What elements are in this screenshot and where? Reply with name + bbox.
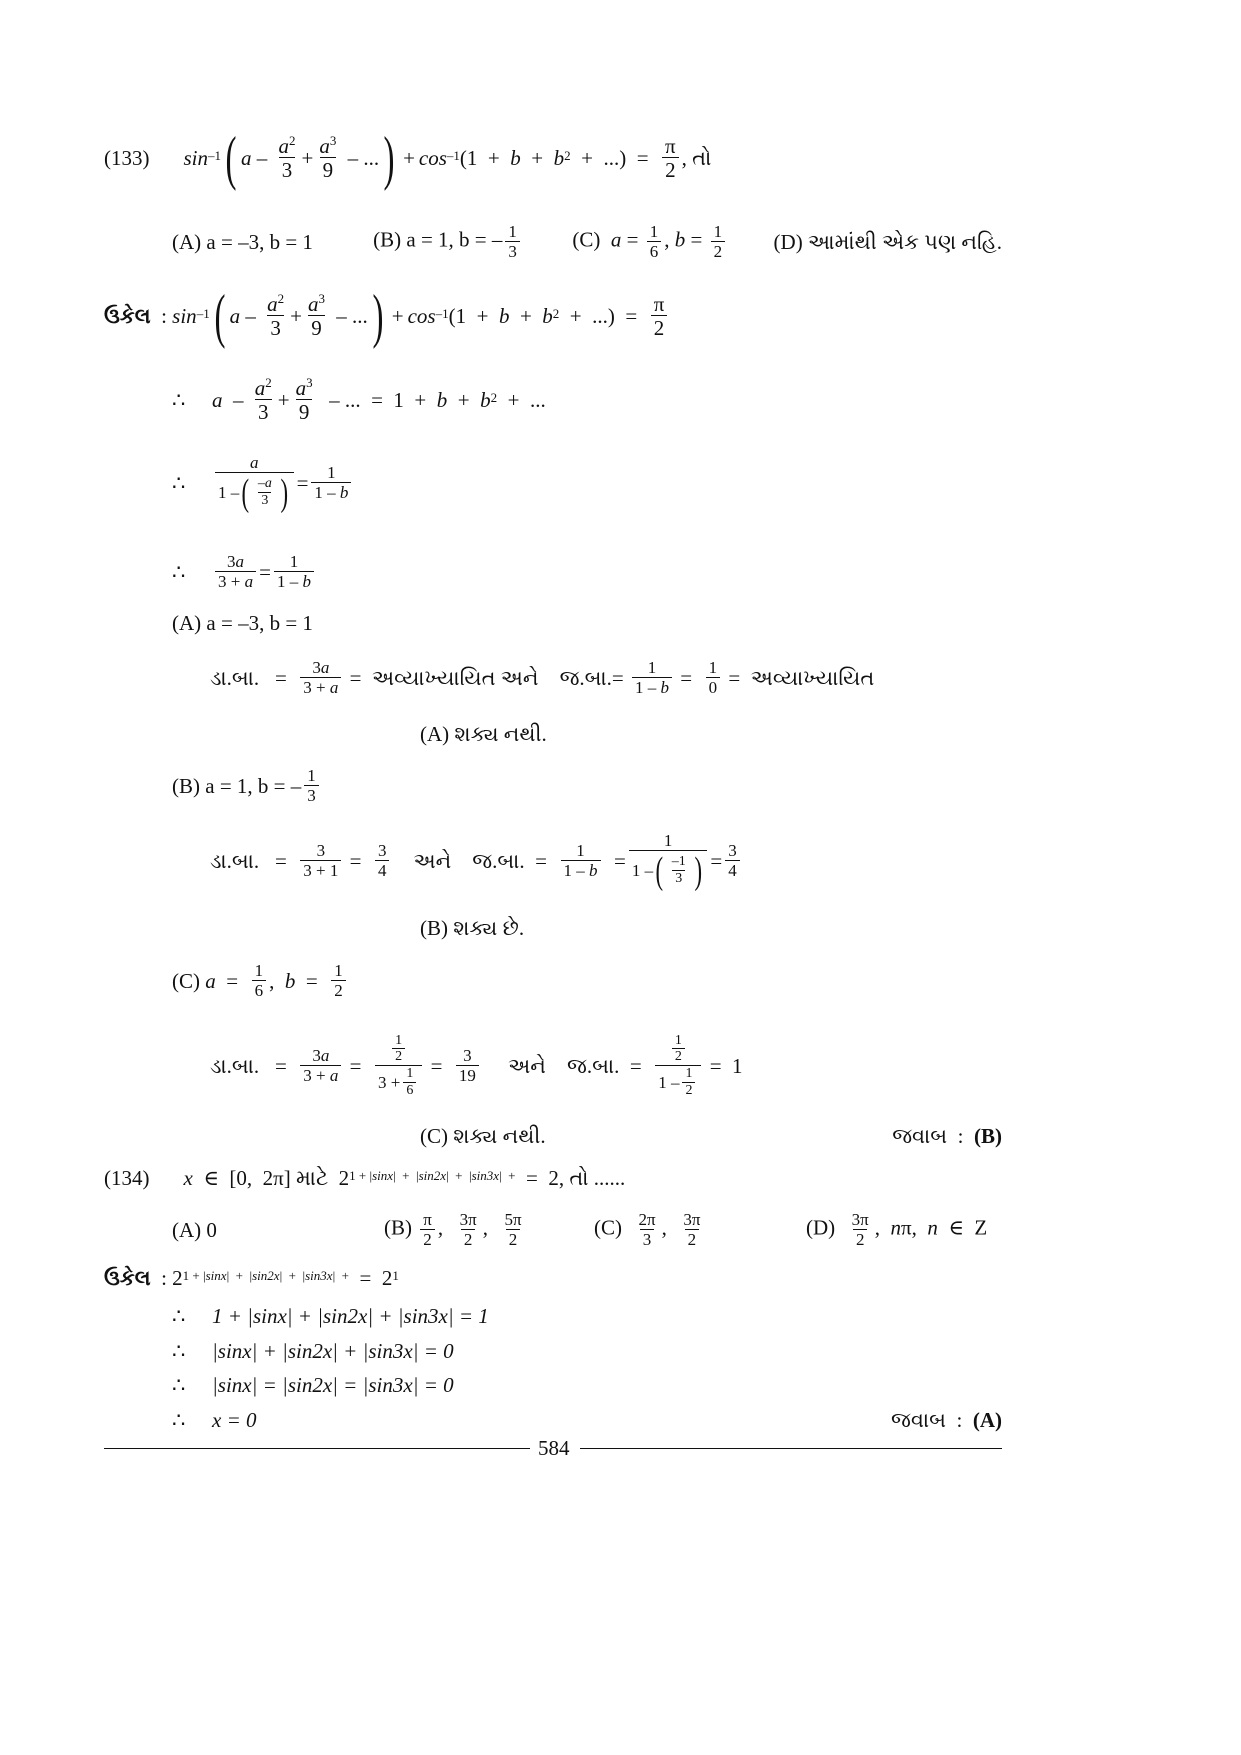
- q133-case-b-check: ડા.બા. = 3 3 + 1 = 3 4 અને જ.બા. = 1 1 – b = 1 1 – ( –1 3 ) = 3 4: [210, 830, 743, 892]
- q133-case-b-result: (B) શક્ય છે.: [420, 916, 525, 940]
- q133-case-c-result: (C) શક્ય નથી.: [420, 1124, 546, 1148]
- q134-options: [172, 1208, 1002, 1252]
- q133-answer-value: (B): [974, 1124, 1002, 1148]
- q133-statement: (133) sin $^{-1}$ ( a – $a^2$ 3 + $a^3$ 9 – ... ) + cos $^{-1}$ (1 + b + b $^2$ + ...) = π 2 , તો: [104, 125, 712, 191]
- q133-case-b-title: (B) a = 1, b = – 1 3: [172, 766, 322, 806]
- q133-step-1: ∴ a – $a^2$ 3 + $a^3$ 9 – ... = 1 + b + b $^2$ + ...: [172, 374, 546, 425]
- q134-step-2: ∴ |sinx| + |sin2x| + |sin3x| = 0: [172, 1339, 454, 1363]
- q134-step-4: ∴ x = 0: [172, 1408, 257, 1432]
- q133-case-a-result: (A) શક્ય નથી.: [420, 722, 547, 746]
- q133-step-3: ∴ 3a 3 + a = 1 1 – b: [172, 552, 317, 592]
- q133-case-a-check: ડા.બા. = 3a 3 + a = અવ્યાખ્યાયિત અને જ.બા.= $\frac{1}{1 - b}$ = 1 0 = અવ્યાખ્યાયિત: [210, 658, 875, 697]
- q134-step-1: ∴ 1 + |sinx| + |sin2x| + |sin3x| = 1: [172, 1304, 489, 1328]
- q133-option-a: (A) a = –3, b = 1: [172, 229, 313, 254]
- q134-option-c: (C) $\frac{2\pi}{3}$ , $\frac{3\pi}{2}$: [594, 1210, 701, 1249]
- q134-statement: (134) x ∈ [0, 2π] માટે 2 $^{1 + |sinx | + |sin2x | + |sin3x | +}$ = 2, તો ......: [104, 1165, 626, 1190]
- q134-option-d: (D) $\frac{3\pi}{2}$ , nπ, n ∈ Z: [806, 1210, 988, 1249]
- q134-step-3: ∴ |sinx| = |sin2x| = |sin3x| = 0: [172, 1373, 454, 1397]
- q133-options: [172, 222, 1002, 262]
- q133-number: (133): [104, 145, 150, 170]
- page-number: 584: [538, 1436, 570, 1460]
- q133-option-d: (D) આમાંથી એક પણ નહિ.: [773, 229, 1002, 254]
- q134-answer: જવાબ : (A): [891, 1408, 1002, 1432]
- q133-tail: તો: [692, 145, 712, 170]
- q133-case-c-check: ડા.બા. = 3a 3 + a = $\frac{1}{2}$ 3 + 1 6 = 3 19 અને જ.બા. = $\frac{1}{2}$ 1 – 1 2 = 1: [210, 1032, 743, 1098]
- footer-rule-right: [580, 1448, 1002, 1449]
- q133-option-c: (C) a = $\frac{1}{6}$ , b = $\frac{1}{2}$: [572, 223, 773, 261]
- q134-tail: તો ......: [569, 1165, 626, 1190]
- q133-answer: જવાબ : (B): [892, 1124, 1002, 1148]
- q134-option-a: (A) 0: [172, 1217, 217, 1242]
- q133-option-b: (B) a = 1, b = – $\frac{1}{3}$: [373, 223, 572, 261]
- q133-solution-line: ઉકેલ : sin $^{-1}$ ( a – $a^2$ 3 + $a^3$ 9 – ... ) + cos $^{-1}$ (1 + b + b $^2$ + ...) = π 2: [104, 286, 670, 346]
- q133-solution-label: ઉકેલ: [104, 303, 151, 328]
- q133-case-c-title: (C) a = 1 6 , b = 1 2: [172, 960, 349, 1002]
- q134-solution-line: ઉકેલ : 2 $^{1 + |sinx | + |sin2x | + |sin3x | +}$ = 2 $^1$: [104, 1265, 399, 1290]
- q133-step-2: ∴ a 1 – ( –a 3 ) = 1 1 – b: [172, 452, 354, 514]
- q133-case-a-title: (A) a = –3, b = 1: [172, 611, 313, 635]
- q134-option-b: (B) $\frac{\pi}{2}$ , $\frac{3\pi}{2}$ , $\frac{5\pi}{2}$: [384, 1210, 522, 1249]
- q134-number: (134): [104, 1165, 150, 1190]
- q134-answer-value: (A): [972, 1408, 1002, 1432]
- q134-solution-label: ઉકેલ: [104, 1265, 151, 1290]
- footer-rule-left: [104, 1448, 530, 1449]
